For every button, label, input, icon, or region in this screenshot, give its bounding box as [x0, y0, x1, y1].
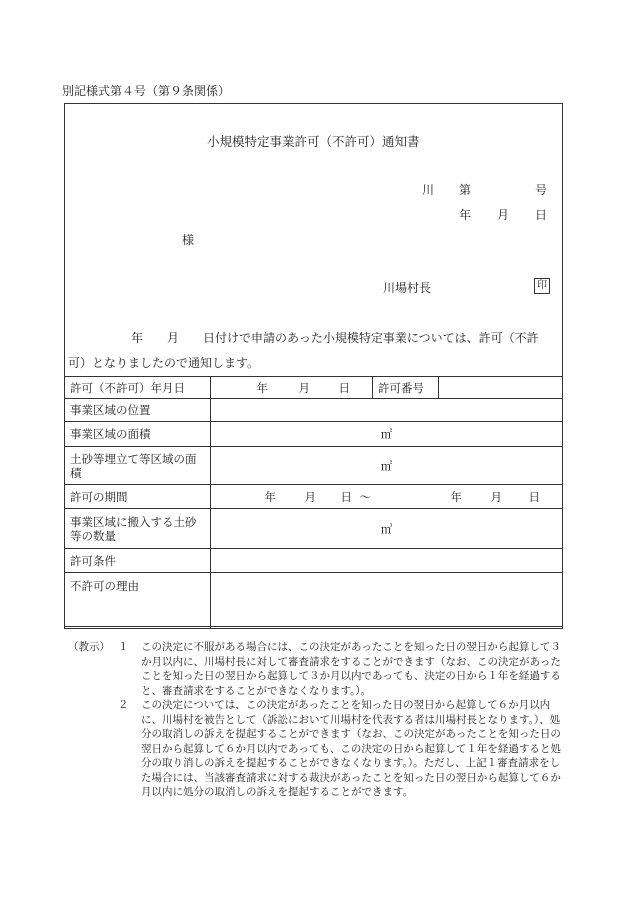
body-line-2: 可）となりましたので通知します。 [68, 356, 260, 370]
permit-date-value [211, 377, 373, 399]
number-dai: 第 [459, 183, 472, 197]
table-row [65, 399, 563, 422]
permit-date-day: 日 [338, 380, 350, 395]
label-permit-date: 許可（不許可）年月日 [65, 377, 211, 399]
area-unit: ㎡ [211, 422, 563, 447]
label-fill-area: 土砂等埋立て等区域の面積 [65, 447, 211, 485]
period-year-1: 年 [264, 489, 276, 504]
number-prefix: 川 [422, 183, 435, 197]
location-value [211, 399, 563, 422]
table-row [65, 549, 563, 573]
table-row [65, 509, 563, 549]
recipient-suffix: 様 [182, 233, 195, 247]
conditions-value [211, 549, 563, 573]
notice-frame [64, 103, 563, 627]
date-year: 年 [459, 208, 472, 222]
label-area: 事業区域の面積 [65, 422, 211, 447]
period-month-1: 月 [304, 489, 316, 504]
rejection-reason-value [211, 573, 563, 629]
table-row [65, 377, 563, 399]
note-number-1: １ [118, 641, 129, 653]
table-row [65, 422, 563, 447]
period-day-1: 日 [340, 489, 352, 504]
permit-date-year: 年 [256, 380, 268, 395]
period-day-2: 日 [528, 489, 540, 504]
issuer-name: 川場村長 [383, 281, 432, 295]
seal-mark: 印 [534, 278, 550, 294]
notes-heading: （教示） [68, 641, 110, 653]
notice-title: 小規模特定事業許可（不許可）通知書 [207, 134, 420, 149]
body-line-1: 年 月 日付けで申請のあった小規模特定事業については、許可（不許 [131, 331, 539, 345]
period-month-2: 月 [490, 489, 502, 504]
soil-volume-unit: ㎥ [211, 509, 563, 549]
period-tilde: ～ [359, 489, 371, 504]
permit-date-month: 月 [298, 380, 310, 395]
form-label: 別記様式第４号（第９条関係） [62, 84, 231, 98]
note-text-1: この決定に不服がある場合には、この決定があったことを知った日の翌日から起算して３か月以内に、川場村長に対して審査請求をすることができます（なお、この決定があったことを知った日の翌日から起算して３か月以内であっても、決定の日から１年を経過すると、審査請求をすることができなくなります。）。 [141, 641, 561, 697]
date-month: 月 [497, 208, 510, 222]
note-text-2: この決定については、この決定があったことを知った日の翌日から起算して６か月以内に、川場村を被告として（訴訟において川場村を代表する者は川場村長となります。）、処分の取消しの訴えを提起することができます（なお、この決定があったことを知った日の翌日から起算して６か月以内であっても、この決定の日から起算して１年を経過すると処分の取り消しの訴えを提起することができなくなります。）。ただし、上記１審査請求をした場合には、当該審査請求に対する裁決があったことを知った日の翌日から起算して６か月以内に処分の取消しの訴えを提起することができます。 [141, 699, 561, 798]
period-value [211, 485, 563, 509]
period-year-2: 年 [450, 489, 462, 504]
label-permit-number: 許可番号 [373, 377, 439, 399]
label-soil-volume: 事業区域に搬入する土砂等の数量 [65, 509, 211, 549]
number-go: 号 [535, 183, 548, 197]
label-rejection-reason: 不許可の理由 [65, 573, 211, 629]
date-day: 日 [535, 208, 548, 222]
info-table [64, 376, 563, 629]
table-row [65, 447, 563, 485]
note-number-2: ２ [118, 699, 129, 711]
fill-area-unit: ㎡ [211, 447, 563, 485]
label-period: 許可の期間 [65, 485, 211, 509]
label-conditions: 許可条件 [65, 549, 211, 573]
table-row [65, 485, 563, 509]
label-location: 事業区域の位置 [65, 399, 211, 422]
table-row [65, 573, 563, 629]
permit-number-value [439, 377, 563, 399]
